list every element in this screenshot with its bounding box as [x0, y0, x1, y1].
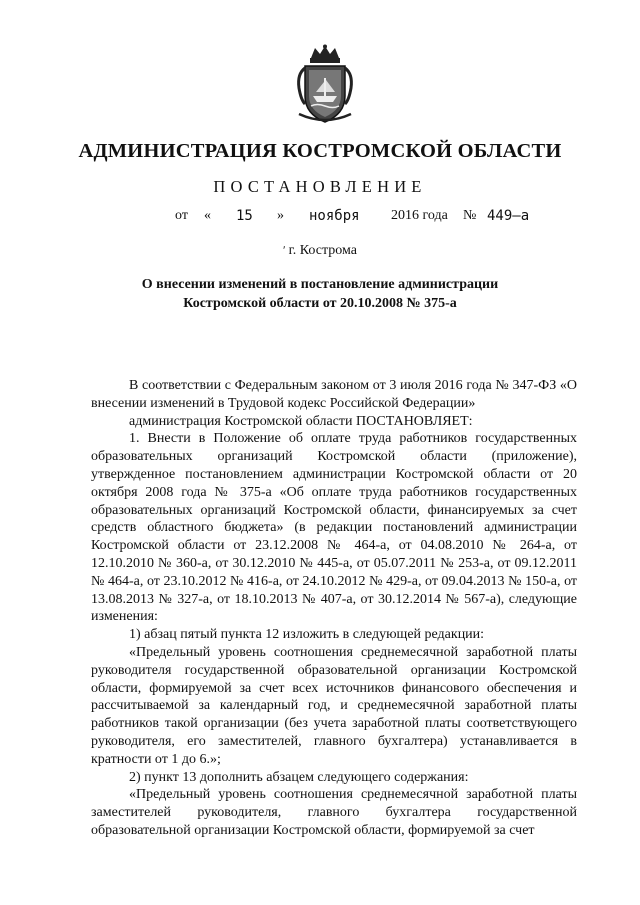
organization-name: АДМИНИСТРАЦИЯ КОСТРОМСКОЙ ОБЛАСТИ	[78, 140, 562, 162]
date-open-quote: «	[204, 208, 211, 223]
document-body	[91, 377, 577, 840]
city-line	[0, 243, 640, 259]
paragraph-preamble: В соответствии с Федеральным законом от 3 июля 2016 года № 347-ФЗ «О внесении изменений в Трудовой кодекс Российской Федерации»	[91, 378, 577, 411]
paragraph-subitem-1: 1) абзац пятый пункта 12 изложить в следующей редакции:	[129, 627, 485, 643]
document-number: 449–а	[487, 208, 530, 224]
paragraph-resolves: администрация Костромской области ПОСТАНОВЛЯЕТ:	[129, 413, 473, 429]
title-line-1: О внесении изменений в постановление администрации	[141, 277, 499, 292]
number-label: №	[463, 208, 477, 223]
document-title	[0, 275, 640, 313]
paragraph-quote-1: «Предельный уровень соотношения среднемесячной заработной платы руководителя государственной образовательной организации Костромской области, формируемой за счет всех источников финансового обеспечения и рассчитываемой за календарный год, и среднемесячной заработной платы работников такой организации (без учета заработной платы соответствующего руководителя, его заместителей, главного бухгалтера) устанавливается в кратности от 1 до 6.»;	[91, 644, 577, 767]
date-close-quote: »	[277, 208, 284, 223]
city-mark: ʹ	[283, 243, 286, 257]
paragraph-subitem-2: 2) пункт 13 дополнить абзацем следующего содержания:	[129, 769, 469, 785]
paragraph-quote-2: «Предельный уровень соотношения среднемесячной заработной платы заместителей руководителя, главного бухгалтера государственной образовательной организации Костромской области, формируемой за счет	[91, 787, 577, 838]
city-name: г. Кострома	[288, 243, 357, 258]
title-line-2: Костромской области от 20.10.2008 № 375-а	[183, 296, 457, 311]
date-year: 2016 года	[391, 208, 448, 223]
document-type: ПОСТАНОВЛЕНИЕ	[213, 177, 427, 196]
paragraph-item-1: 1. Внести в Положение об оплате труда работников государственных образовательных организаций Костромской области (приложение), утвержденное постановлением администрации Костромской области от 20 октября 2008 года № 375-а «Об оплате труда работников государственных образовательных организаций Костромской области, финансируемых за счет средств областного бюджета» (в редакции постановлений администрации Костромской области от 23.12.2008 № 464-а, от 04.08.2010 № 264-а, от 12.10.2010 № 360-а, от 30.12.2010 № 445-а, от 05.07.2011 № 253-а, от 09.12.2011 № 464-а, от 23.10.2012 № 416-а, от 24.10.2012 № 429-а, от 09.04.2013 № 150-а, от 13.08.2013 № 327-а, от 18.10.2013 № 407-а, от 30.12.2014 № 567-а), следующие изменения:	[91, 431, 577, 625]
date-month: ноября	[309, 208, 360, 224]
date-from-label: от	[175, 208, 188, 223]
kostroma-coat-of-arms-icon	[293, 44, 357, 126]
date-day: 15	[236, 208, 253, 224]
